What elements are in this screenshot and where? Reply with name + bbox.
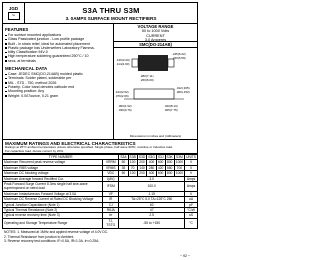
parameter-label: Operating and Storage Temperature Range bbox=[3, 218, 103, 228]
dimension-note: Dimensions in inches and (millimeters) bbox=[129, 134, 182, 138]
dim-label: .305(7.75) bbox=[164, 108, 178, 112]
unit-cell: uA bbox=[185, 197, 198, 202]
page-subtitle: 3. 0AMPS SURFACE MOUNT RECTIFIERS bbox=[65, 15, 157, 21]
value-cell: 3.0 bbox=[119, 176, 185, 181]
value-cell: 800 bbox=[166, 160, 173, 165]
voltage-range-box bbox=[114, 24, 197, 42]
parameter-label: Maximum Instantaneous Forward Voltage at 3.0A bbox=[3, 191, 103, 196]
package-outline-drawing bbox=[114, 49, 198, 133]
logo-text: JGD bbox=[8, 6, 19, 11]
page-version: ~ 92 ~ bbox=[180, 254, 190, 258]
unit-cell: V bbox=[185, 165, 198, 170]
table-header-cell: S3G bbox=[148, 155, 155, 159]
mechanical-heading: MECHANICAL DATA bbox=[5, 66, 48, 72]
logo-mark: ~ bbox=[8, 12, 20, 20]
feature-item: Built - in strain relief, ideal for automated placement bbox=[5, 42, 111, 46]
note-line: NOTES: 1. Measured at 1MHz and applied reverse voltage of 4.0V DC. bbox=[4, 230, 109, 234]
unit-cell: V bbox=[185, 191, 198, 196]
table-header-cell: S3A bbox=[120, 155, 127, 159]
dim-label: .103(2.62) bbox=[115, 90, 129, 94]
voltage-range-heading: VOLTAGE RANGE bbox=[137, 24, 174, 29]
unit-cell: °C bbox=[185, 218, 198, 228]
value-cell: 100.0 bbox=[119, 182, 185, 192]
parameter-symbol: VRMS bbox=[103, 165, 119, 170]
lead-right bbox=[168, 59, 174, 67]
parameter-symbol: VF bbox=[103, 191, 119, 196]
value-cell: 50 bbox=[119, 160, 128, 165]
value-cell: TA=25°C 5.0 TA=125°C 250 bbox=[119, 197, 185, 202]
table-header-cell: S3J bbox=[157, 155, 164, 159]
page-title: S3A THRU S3M bbox=[82, 5, 140, 15]
parameter-symbol: IFSM bbox=[103, 182, 119, 192]
value-cell: 50 bbox=[119, 171, 128, 176]
value-cell: 2.5 bbox=[119, 213, 185, 218]
value-cell: 35 bbox=[119, 165, 128, 170]
value-cell: 200 bbox=[139, 160, 145, 165]
ratings-header bbox=[2, 140, 198, 154]
value-cell: 420 bbox=[157, 165, 164, 170]
value-cell: 1000 bbox=[175, 160, 184, 165]
feature-item: Glass Passivated junction - Low profile package bbox=[5, 37, 111, 41]
parameter-label: Peak Forward Surge Current 8.3ms single half sine-wave superimposed on rated load bbox=[3, 182, 103, 192]
package-name: SMC(DO-214AB) bbox=[114, 42, 197, 48]
parameter-label: Maximum Recurrent peak reverse voltage bbox=[3, 160, 103, 165]
mechanical-item: Polarity: Color band denotes cathode end bbox=[5, 85, 111, 89]
value-cell: 400 bbox=[147, 171, 157, 176]
value-cell: 140 bbox=[139, 165, 145, 170]
value-cell: -55 to +150 bbox=[119, 218, 185, 228]
value-cell: 1.15 bbox=[119, 191, 185, 196]
feature-item: secs. at terminals bbox=[5, 59, 111, 63]
package-side-view bbox=[134, 89, 174, 99]
unit-cell: pF bbox=[185, 202, 198, 207]
parameter-symbol: RθJA bbox=[103, 208, 119, 213]
lead-left bbox=[132, 59, 138, 67]
current-value: 3.0 Amperes bbox=[144, 37, 167, 42]
current-label: CURRENT bbox=[146, 33, 165, 38]
dim-label: .060(1.52) bbox=[118, 104, 132, 108]
unit-cell: V bbox=[185, 160, 198, 165]
dim-label: .245(6.22) bbox=[172, 52, 186, 56]
parameter-symbol: TJ, TSTG bbox=[103, 218, 119, 228]
table-row bbox=[3, 218, 198, 228]
package-top-view bbox=[138, 55, 168, 71]
value-cell: 47 bbox=[119, 208, 185, 213]
unit-cell: Amps bbox=[185, 182, 198, 192]
parameter-label: Typical Thermal Resistance (Note 2) bbox=[3, 208, 103, 213]
table-header-cell: S3B bbox=[129, 155, 136, 159]
title-block bbox=[25, 3, 197, 23]
unit-cell: Amps bbox=[185, 176, 198, 181]
company-logo bbox=[3, 3, 25, 23]
ratings-table bbox=[2, 154, 198, 229]
dim-label: .260(6.60) bbox=[140, 78, 154, 82]
ratings-heading: MAXIMUM RATINGS AND ELECTRICAL CHARACTERISTICS bbox=[5, 141, 136, 146]
parameter-symbol: VRRM bbox=[103, 160, 119, 165]
mechanical-item: MIL - STD - 750, method 2026 bbox=[5, 81, 111, 85]
feature-item: Plastic package has Underwriters Laboratory Flamma- bbox=[5, 46, 111, 50]
unit-cell: V bbox=[185, 171, 198, 176]
features-heading: FEATURES bbox=[5, 27, 29, 32]
value-cell: 700 bbox=[174, 165, 184, 170]
table-header-cell: S3M bbox=[176, 155, 183, 159]
value-cell: 200 bbox=[139, 171, 145, 176]
table-row bbox=[3, 182, 198, 192]
parameter-symbol: CJ bbox=[103, 202, 119, 207]
parameter-symbol: trr bbox=[103, 213, 119, 218]
mechanical-item: Terminals: Solder plated, solderable per bbox=[5, 76, 111, 80]
mechanical-item: Case: JEDEC SMC(DO-214AB) molded plastic bbox=[5, 72, 111, 76]
value-cell: 1000 bbox=[175, 171, 184, 176]
unit-cell: uS bbox=[185, 213, 198, 218]
features-panel bbox=[2, 24, 114, 140]
note-line: 2. Thermal Resistance from junction to Ambient. bbox=[4, 234, 75, 239]
value-cell: 100 bbox=[129, 171, 136, 176]
dim-label: .114(2.90) bbox=[116, 62, 130, 66]
feature-item: For surface mounted applications bbox=[5, 33, 111, 37]
dim-label: .006(.152) bbox=[176, 90, 190, 94]
value-cell: 600 bbox=[157, 160, 164, 165]
table-header-cell: S3K bbox=[166, 155, 173, 159]
value-cell: 280 bbox=[147, 165, 157, 170]
ratings-note: For capacitive load, derate current by 20%. bbox=[5, 148, 64, 153]
parameter-label: Typical reverse recovery time (Note 3) bbox=[3, 213, 103, 218]
parameter-label: Maximum DC blocking voltage bbox=[3, 171, 103, 176]
value-cell: 600 bbox=[157, 171, 164, 176]
value-cell: 800 bbox=[166, 171, 173, 176]
value-cell: 70 bbox=[128, 165, 137, 170]
dim-label: .280(7.11) bbox=[140, 74, 154, 78]
dim-label: .079(2.06) bbox=[115, 94, 129, 98]
dim-label: .126(3.20) bbox=[116, 58, 130, 62]
value-cell: 100 bbox=[129, 160, 136, 165]
dim-label: .320(8.13) bbox=[164, 104, 178, 108]
parameter-label: Maximum Average forward Rectified Cur. bbox=[3, 176, 103, 181]
value-cell: 60 bbox=[119, 202, 185, 207]
table-header-cell: S3D bbox=[138, 155, 146, 159]
dim-label: .030(0.76) bbox=[118, 108, 132, 112]
mechanical-item: Weight: 0.007ounce, 0.21 gram bbox=[5, 94, 111, 98]
dim-label: .220(5.59) bbox=[172, 56, 186, 60]
table-header-cell: UNITS bbox=[186, 155, 196, 159]
parameter-symbol: VDC bbox=[103, 171, 119, 176]
table-header-cell: TYPE NUMBER bbox=[3, 155, 119, 160]
parameter-label: Maximum RMS voltage bbox=[3, 165, 103, 170]
notes-block bbox=[2, 230, 198, 244]
parameter-label: Typical Junction Capacitance (Note 1) bbox=[3, 202, 103, 207]
parameter-symbol: I(AV) bbox=[103, 176, 119, 181]
dim-label: .012(.305) bbox=[176, 86, 190, 90]
value-cell: 400 bbox=[147, 160, 157, 165]
feature-item: bility Classification 94V-0 bbox=[5, 50, 111, 54]
package-panel bbox=[114, 24, 198, 140]
parameter-label: Maximum DC Reverse Current at Rated DC Blocking Voltage bbox=[3, 197, 103, 202]
voltage-range-value: 50 to 1000 Volts bbox=[141, 29, 170, 34]
feature-item: High temperature soldering guaranteed 250°C / 10 bbox=[5, 54, 111, 58]
unit-cell: °C/W bbox=[185, 208, 198, 213]
ratings-note: Ratings at 25°C ambient temperature unless otherwise specified. Single phase, half wave 60Hz, resistive or inductive load. bbox=[5, 145, 173, 149]
note-line: 3. Reverse recovery test conditions: IF=0.5A, IR=1.0A, Irr=0.25A. bbox=[4, 239, 100, 244]
mechanical-item: Mounting position: Any bbox=[5, 89, 111, 93]
datasheet-header bbox=[2, 2, 198, 24]
parameter-symbol: IR bbox=[103, 197, 119, 202]
value-cell: 560 bbox=[166, 165, 173, 170]
